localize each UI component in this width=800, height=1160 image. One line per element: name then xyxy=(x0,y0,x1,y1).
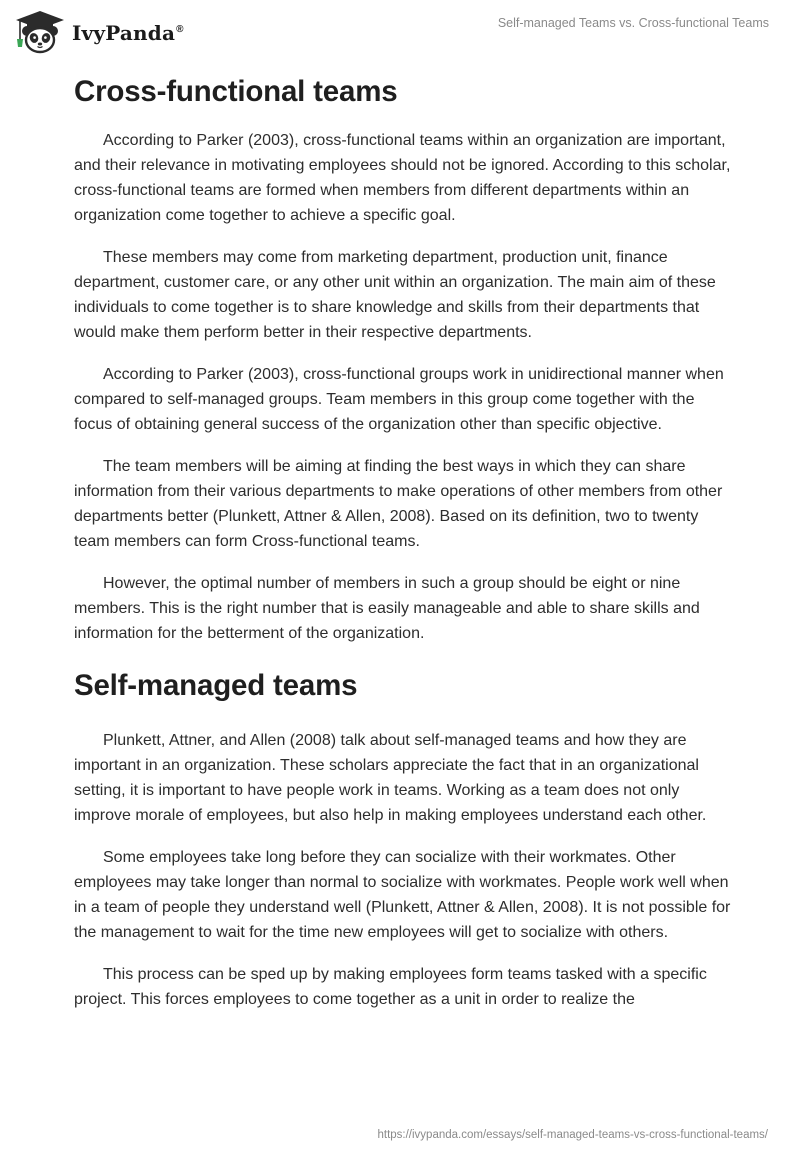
ivypanda-logo[interactable] xyxy=(14,8,184,56)
section-heading-self-managed: Self-managed teams xyxy=(74,669,358,702)
paragraph: These members may come from marketing department, production unit, finance department, customer care, or any other unit within an organization. The main aim of these individuals to come together is to share knowledge and skills from their departments that would make them perform better in their respective departments. xyxy=(74,249,716,341)
paragraph: The team members will be aiming at finding the best ways in which they can share information from their various departments to make operations of other members from other departments better (Plunkett, Attner & Allen, 2008). Based on its definition, two to twenty team members can form Cross-functional teams. xyxy=(74,458,723,550)
section-heading-cross-functional: Cross-functional teams xyxy=(74,75,398,108)
panda-graduate-icon xyxy=(14,9,66,55)
source-url[interactable]: https://ivypanda.com/essays/self-managed-teams-vs-cross-functional-teams/ xyxy=(377,1129,768,1141)
paragraph: Some employees take long before they can socialize with their workmates. Other employees may take longer than normal to socialize with workmates. People work well when in a team of people they understand well (Plunkett, Attner & Allen, 2008). It is not possible for the management to wait for the time new employees will get to socialize with others. xyxy=(74,849,731,941)
paragraph: According to Parker (2003), cross-functional groups work in unidirectional manner when compared to self-managed groups. Team members in this group come together with the focus of obtaining general success of the organization other than specific objective. xyxy=(74,366,724,433)
article-body xyxy=(74,70,734,1029)
paragraph: This process can be sped up by making employees form teams tasked with a specific project. This forces employees to come together as a unit in order to realize the xyxy=(74,966,707,1008)
page-header xyxy=(0,0,800,60)
document-title: Self-managed Teams vs. Cross-functional Teams xyxy=(497,16,769,30)
paragraph: However, the optimal number of members in such a group should be eight or nine members. This is the right number that is easily manageable and able to share skills and information for the betterment of the organization. xyxy=(74,575,700,642)
paragraph: Plunkett, Attner, and Allen (2008) talk about self-managed teams and how they are important in an organization. These scholars appreciate the fact that in an organizational setting, it is important to have people work in teams. Working as a team does not only improve morale of employees, but also help in making employees understand each other. xyxy=(74,732,707,824)
brand-name: IvyPanda® xyxy=(72,21,184,45)
paragraph: According to Parker (2003), cross-functional teams within an organization are important, and their relevance in motivating employees should not be ignored. According to this scholar, cross-functional teams are formed when members from different departments within an organization come together to achieve a specific goal. xyxy=(74,132,731,224)
